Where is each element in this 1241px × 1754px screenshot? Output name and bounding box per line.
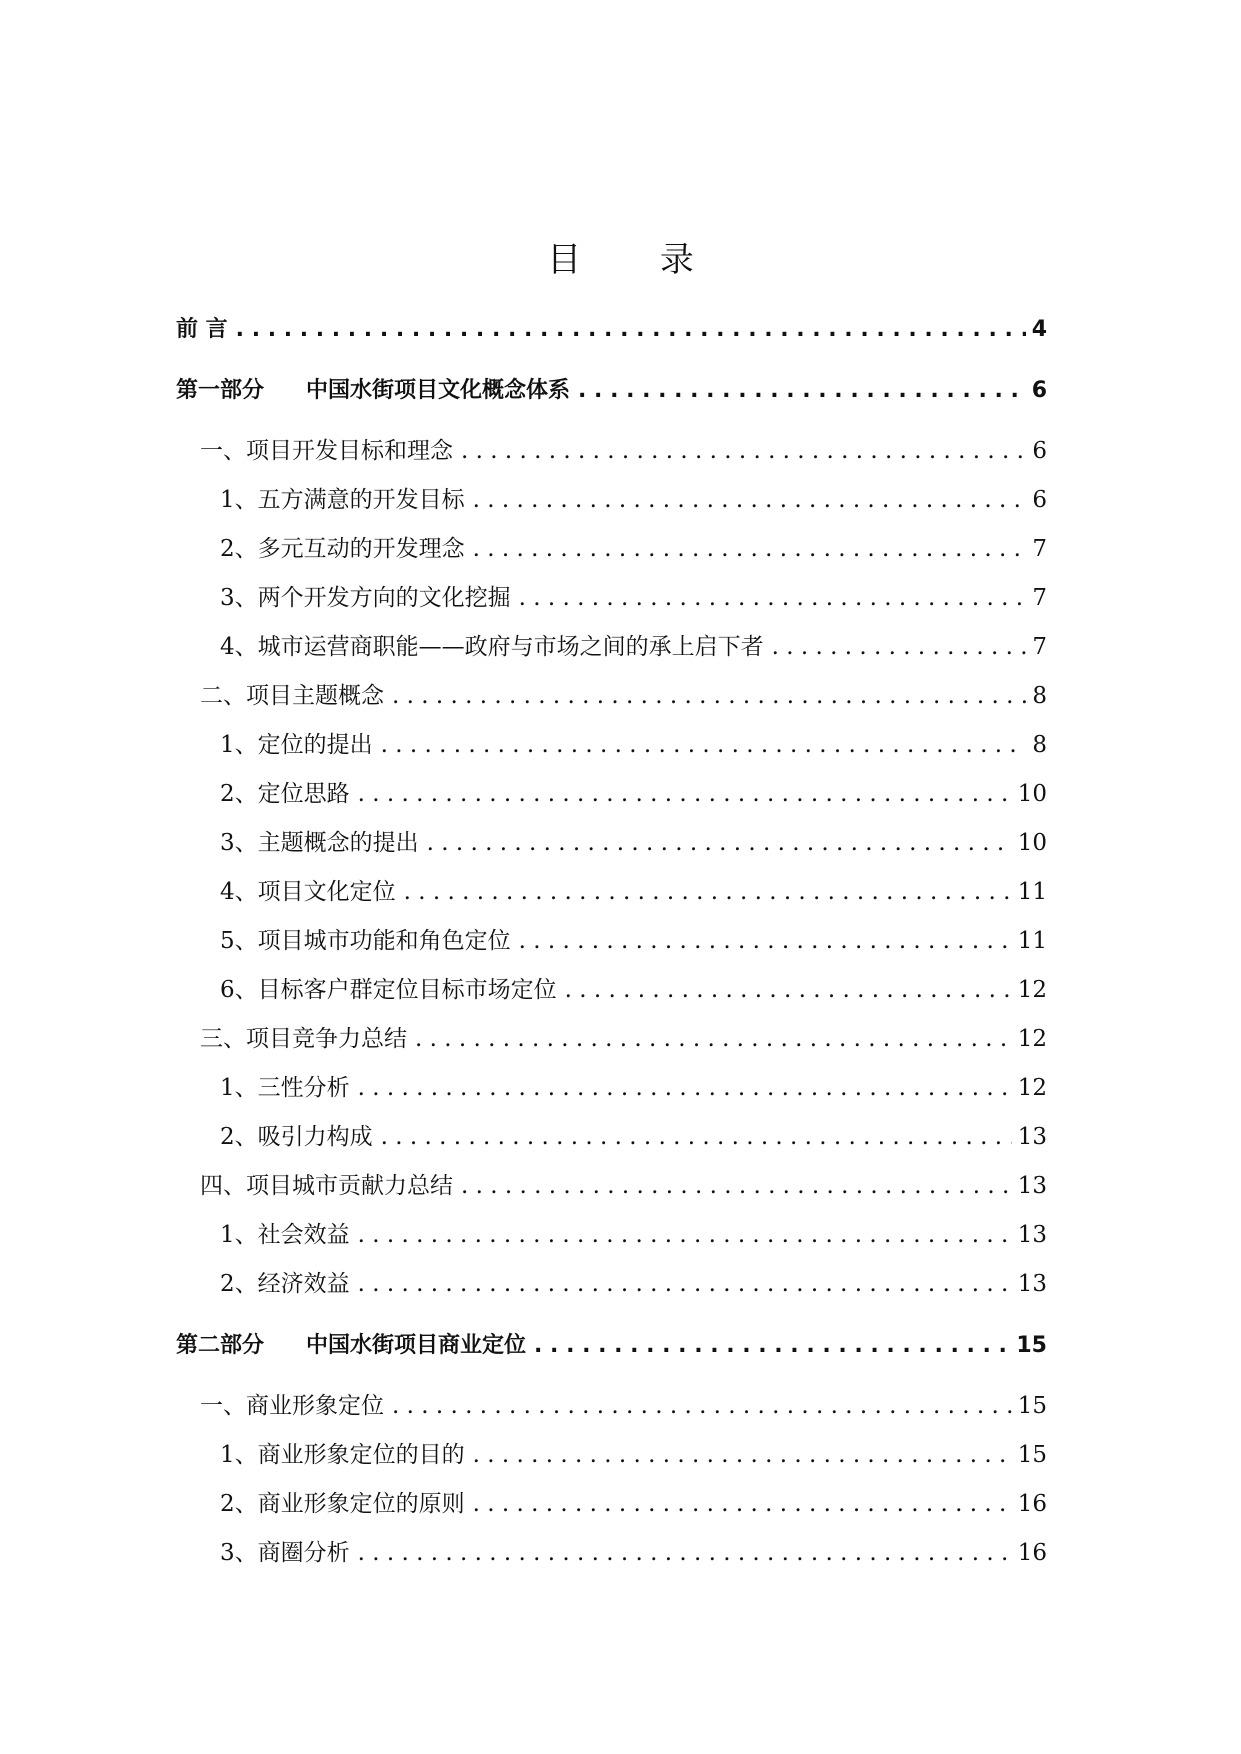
toc-page-number: 11	[1017, 879, 1047, 905]
dot-leader	[473, 476, 1027, 525]
dot-leader	[392, 672, 1026, 721]
toc-entry[interactable]	[176, 1321, 1047, 1370]
toc-entry-title: 一、商业形象定位	[200, 1393, 384, 1419]
dot-leader	[358, 770, 1012, 819]
dot-leader	[381, 721, 1027, 770]
toc-entry-label	[176, 1321, 526, 1370]
toc-entry-title: 四、项目城市贡献力总结	[200, 1173, 453, 1199]
toc-page-number: 13	[1017, 1173, 1047, 1199]
toc-entry[interactable]	[176, 1064, 1047, 1113]
toc-entry-label	[200, 1015, 407, 1064]
dot-leader	[565, 966, 1012, 1015]
toc-page-number: 13	[1017, 1222, 1047, 1248]
toc-entry-label	[176, 366, 570, 415]
toc-entry-label	[200, 672, 384, 721]
toc-page-number: 11	[1017, 928, 1047, 954]
toc-entry-subtitle: 中国水街项目文化概念体系	[306, 378, 571, 403]
toc-page-number: 4	[1031, 317, 1047, 342]
toc-page-number: 12	[1017, 1075, 1047, 1101]
dot-leader	[381, 1113, 1012, 1162]
toc-entry-label	[220, 525, 465, 574]
toc-entry-title: 2、多元互动的开发理念	[220, 536, 465, 562]
toc-entry[interactable]	[176, 623, 1047, 672]
toc-entry-title: 1、五方满意的开发目标	[220, 487, 465, 513]
dot-leader	[534, 1321, 1010, 1370]
dot-leader	[461, 427, 1026, 476]
toc-page-number: 12	[1017, 977, 1047, 1003]
toc-entry-label	[200, 427, 453, 476]
toc-page-number: 16	[1017, 1491, 1047, 1517]
dot-leader	[473, 1480, 1012, 1529]
toc-page-number: 7	[1032, 585, 1047, 611]
dot-leader	[236, 305, 1026, 354]
toc-entry[interactable]	[176, 1480, 1047, 1529]
table-of-contents	[176, 305, 1047, 1578]
toc-entry-label	[220, 819, 419, 868]
toc-entry[interactable]	[176, 1015, 1047, 1064]
toc-entry[interactable]	[176, 427, 1047, 476]
toc-entry-title: 3、商圈分析	[220, 1540, 350, 1566]
dot-leader	[404, 868, 1012, 917]
toc-entry-title: 二、项目主题概念	[200, 683, 384, 709]
toc-page-number: 12	[1017, 1026, 1047, 1052]
toc-page-number: 10	[1017, 830, 1047, 856]
dot-leader	[578, 366, 1026, 415]
toc-entry-label	[200, 1162, 453, 1211]
toc-entry-title: 2、定位思路	[220, 781, 350, 807]
toc-entry[interactable]	[176, 476, 1047, 525]
toc-page-number: 15	[1017, 1393, 1047, 1419]
toc-entry-label	[220, 1529, 350, 1578]
toc-entry[interactable]	[176, 868, 1047, 917]
toc-entry-label	[220, 574, 511, 623]
toc-entry[interactable]	[176, 574, 1047, 623]
dot-leader	[358, 1260, 1012, 1309]
toc-page-number: 6	[1032, 487, 1047, 513]
toc-entry-title: 第一部分	[176, 378, 265, 403]
toc-entry-label	[220, 1064, 350, 1113]
toc-entry-title: 2、经济效益	[220, 1271, 350, 1297]
dot-leader	[473, 1431, 1012, 1480]
toc-entry-label	[220, 1211, 350, 1260]
toc-entry[interactable]	[176, 819, 1047, 868]
toc-entry[interactable]	[176, 672, 1047, 721]
toc-entry-subtitle: 中国水街项目商业定位	[306, 1333, 527, 1358]
toc-entry-label	[220, 1431, 465, 1480]
toc-page-number: 16	[1017, 1540, 1047, 1566]
toc-page-number: 6	[1031, 378, 1047, 403]
toc-entry-title: 一、项目开发目标和理念	[200, 438, 453, 464]
dot-leader	[415, 1015, 1012, 1064]
toc-page-number: 7	[1032, 634, 1047, 660]
toc-entry-label	[220, 476, 465, 525]
toc-entry-title: 2、商业形象定位的原则	[220, 1491, 465, 1517]
toc-entry[interactable]	[176, 1162, 1047, 1211]
dot-leader	[772, 623, 1027, 672]
toc-entry-label	[176, 305, 228, 354]
toc-entry[interactable]	[176, 1260, 1047, 1309]
toc-entry-title: 3、两个开发方向的文化挖掘	[220, 585, 511, 611]
toc-page-number: 13	[1017, 1271, 1047, 1297]
toc-entry[interactable]	[176, 305, 1047, 354]
toc-entry[interactable]	[176, 1529, 1047, 1578]
toc-entry[interactable]	[176, 1382, 1047, 1431]
toc-entry-title: 前 言	[176, 317, 228, 342]
toc-entry-label	[220, 623, 764, 672]
toc-page-number: 8	[1032, 683, 1047, 709]
toc-entry[interactable]	[176, 1211, 1047, 1260]
toc-entry-title: 6、目标客户群定位目标市场定位	[220, 977, 557, 1003]
toc-entry[interactable]	[176, 721, 1047, 770]
toc-entry[interactable]	[176, 366, 1047, 415]
toc-entry[interactable]	[176, 525, 1047, 574]
toc-entry-label	[220, 917, 511, 966]
toc-page-number: 7	[1032, 536, 1047, 562]
toc-page-number: 8	[1032, 732, 1047, 758]
toc-page-number: 6	[1032, 438, 1047, 464]
toc-entry-label	[200, 1382, 384, 1431]
dot-leader	[358, 1529, 1012, 1578]
toc-entry[interactable]	[176, 770, 1047, 819]
toc-entry-title: 1、定位的提出	[220, 732, 373, 758]
toc-entry[interactable]	[176, 1113, 1047, 1162]
toc-entry-label	[220, 1260, 350, 1309]
toc-entry[interactable]	[176, 966, 1047, 1015]
dot-leader	[519, 574, 1027, 623]
toc-entry-title: 4、项目文化定位	[220, 879, 396, 905]
dot-leader	[473, 525, 1027, 574]
dot-leader	[427, 819, 1012, 868]
dot-leader	[358, 1211, 1012, 1260]
toc-title: 目 录	[547, 240, 728, 280]
toc-entry-label	[220, 1480, 465, 1529]
toc-page-number: 10	[1017, 781, 1047, 807]
toc-entry-title: 第二部分	[176, 1333, 265, 1358]
toc-entry-title: 三、项目竞争力总结	[200, 1026, 407, 1052]
toc-page-number: 15	[1016, 1333, 1047, 1358]
dot-leader	[461, 1162, 1012, 1211]
toc-entry[interactable]	[176, 917, 1047, 966]
toc-entry-title: 1、社会效益	[220, 1222, 350, 1248]
toc-entry-title: 2、吸引力构成	[220, 1124, 373, 1150]
toc-page-number: 15	[1017, 1442, 1047, 1468]
toc-entry-title: 1、商业形象定位的目的	[220, 1442, 465, 1468]
toc-entry-label	[220, 721, 373, 770]
toc-entry-label	[220, 868, 396, 917]
toc-entry-title: 3、主题概念的提出	[220, 830, 419, 856]
toc-page-number: 13	[1017, 1124, 1047, 1150]
toc-entry-title: 4、城市运营商职能——政府与市场之间的承上启下者	[220, 634, 764, 660]
toc-entry-title: 1、三性分析	[220, 1075, 350, 1101]
dot-leader	[358, 1064, 1012, 1113]
toc-entry-label	[220, 966, 557, 1015]
toc-entry[interactable]	[176, 1431, 1047, 1480]
toc-entry-label	[220, 1113, 373, 1162]
toc-entry-title: 5、项目城市功能和角色定位	[220, 928, 511, 954]
dot-leader	[519, 917, 1012, 966]
toc-entry-label	[220, 770, 350, 819]
dot-leader	[392, 1382, 1012, 1431]
